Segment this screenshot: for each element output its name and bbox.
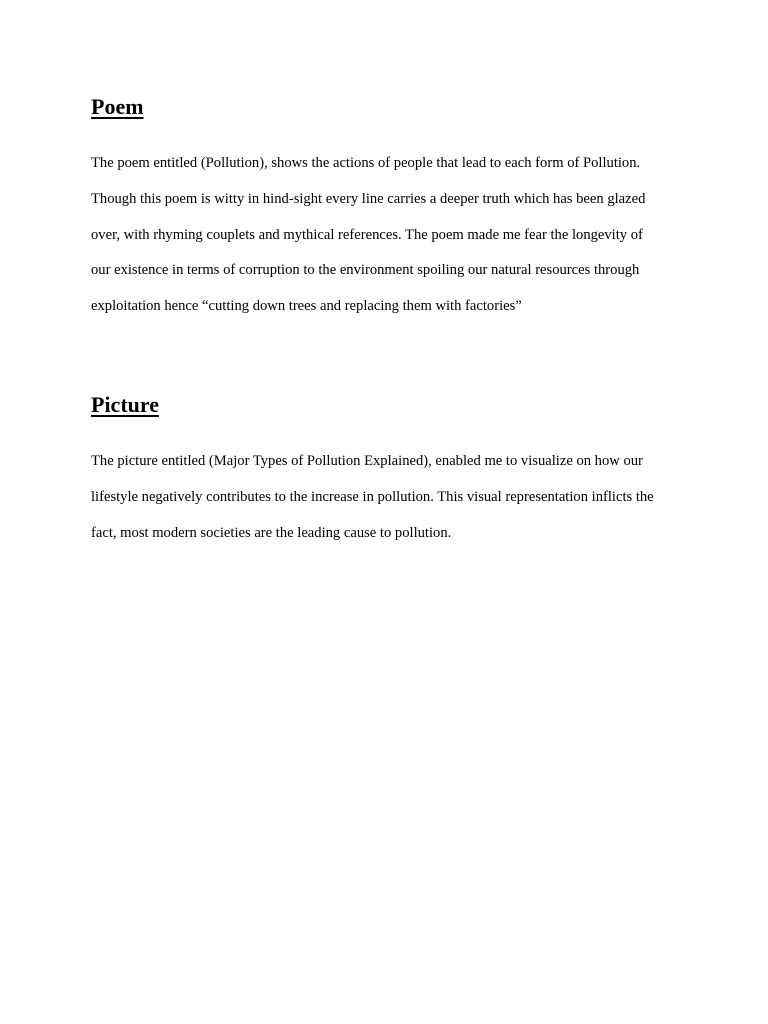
poem-line: our existence in terms of corruption to the environment spoiling our natural resources through: [91, 262, 640, 279]
poem-section: [91, 92, 691, 325]
poem-line: over, with rhyming couplets and mythical references. The poem made me fear the longevity of: [91, 226, 643, 243]
picture-paragraph: [91, 444, 683, 551]
picture-line: fact, most modern societies are the leading cause to pollution.: [91, 524, 452, 541]
picture-heading: Picture: [91, 392, 160, 417]
poem-line: The poem entitled (Pollution), shows the actions of people that lead to each form of Pollution.: [91, 155, 641, 171]
poem-paragraph: [91, 146, 683, 325]
poem-heading: Poem: [91, 94, 144, 119]
picture-line: lifestyle negatively contributes to the increase in pollution. This visual representation inflicts the: [91, 488, 654, 505]
poem-line: exploitation hence “cutting down trees and replacing them with factories”: [91, 298, 522, 315]
picture-line: The picture entitled (Major Types of Pollution Explained), enabled me to visualize on how our: [91, 453, 643, 469]
picture-section: [91, 390, 691, 551]
poem-line: Though this poem is witty in hind-sight every line carries a deeper truth which has been glazed: [91, 190, 646, 207]
